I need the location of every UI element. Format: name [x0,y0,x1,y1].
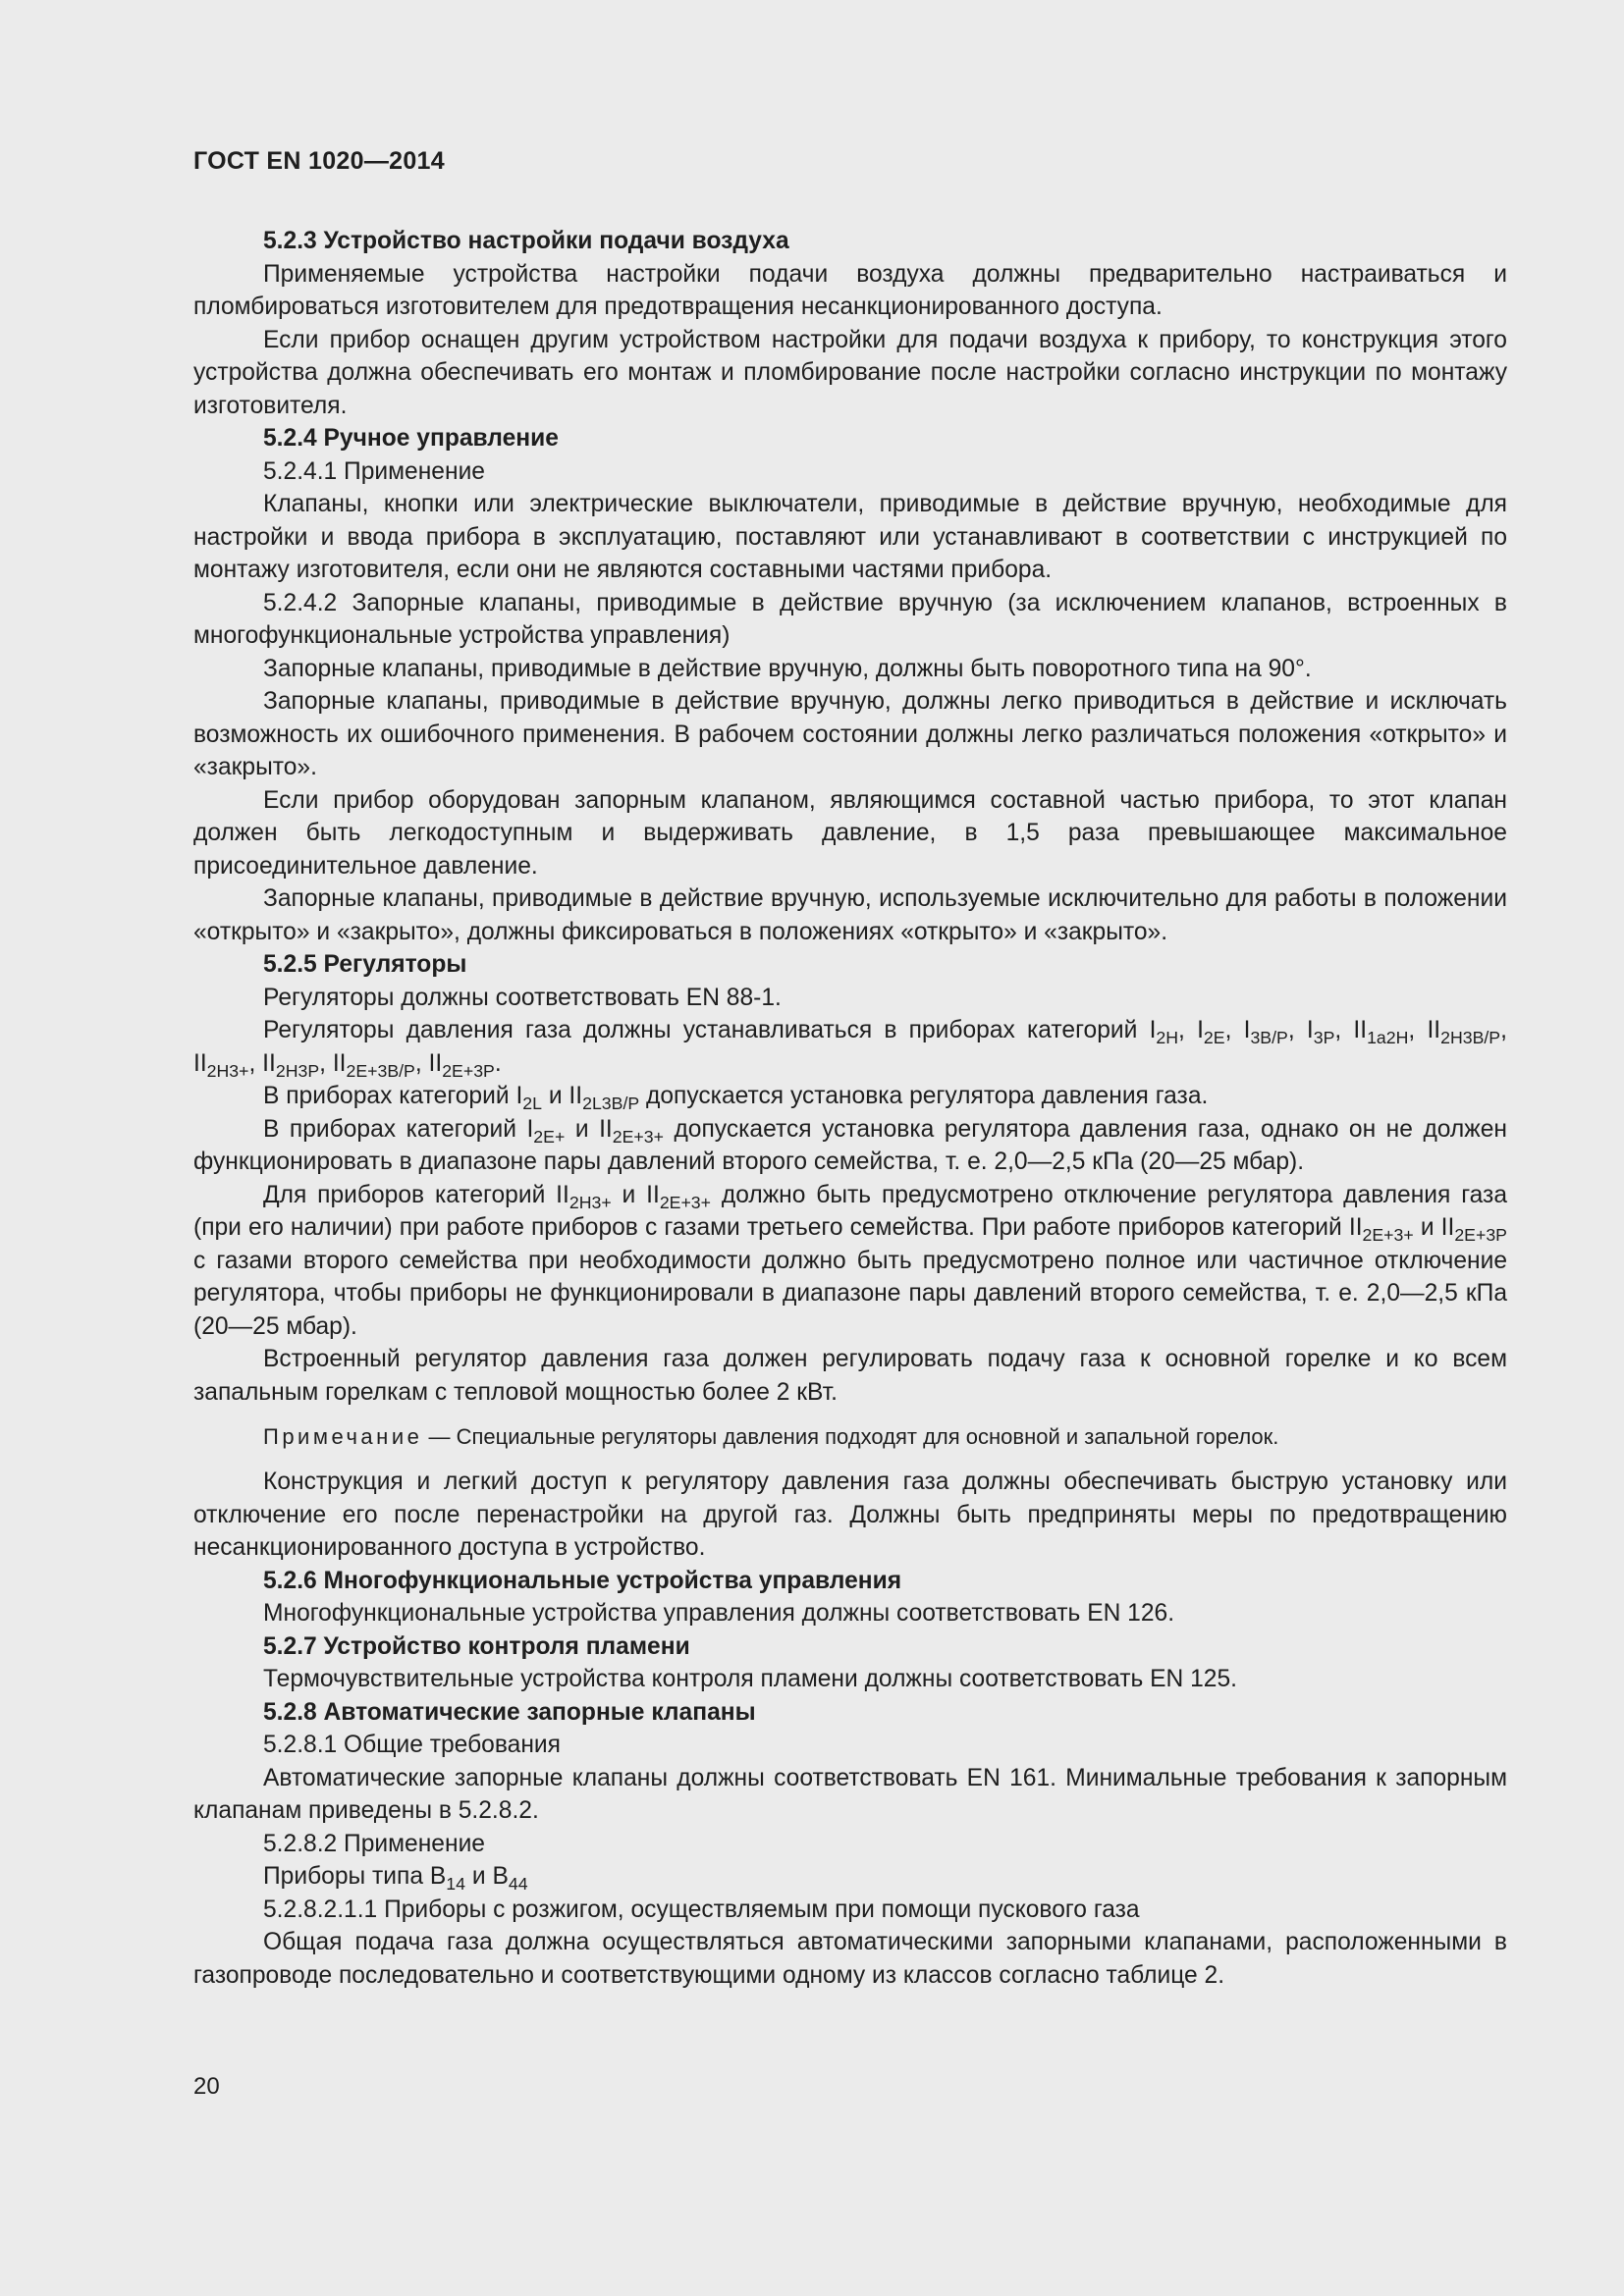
category-base: II [1427,1017,1441,1043]
paragraph: Запорные клапаны, приводимые в действие вручную, должны легко приводиться в действие и исключать возможность их ошибочного применения. В рабочем состоянии должны легко различаться положения «открыто» и «закрыто». [193,688,1507,780]
category-list: $I_{2H}$, $I_{2E}$, $I_{3B/P}$, $I_{3P}$, $II_{1a2H}$, $II_{2H3B/P}$, $II_{2H3+}$, $II_{2H3P}$, $II_{2E+3B/P}$, $II_{2E+3P}$. [193,1017,1507,1081]
category-subscript: 1a2H [1367,1028,1409,1048]
category-subscript: 2E+3+ [612,1126,664,1147]
paragraph: Если прибор оснащен другим устройством настройки для подачи воздуха к прибору, то конструкция этого устройства должна обеспечивать его монтаж и пломбирование после настройки согласно инструкции по монтажу изготовителя. [193,326,1507,419]
subsection-title: 5.2.8.2.1.1 Приборы с розжигом, осуществляемым при помощи пускового газа [263,1896,1140,1923]
category-base: II [568,1083,583,1109]
category-subscript: 3P [1313,1028,1335,1048]
section-heading-5-2-8: 5.2.8 Автоматические запорные клапаны [263,1698,756,1726]
paragraph-categories: Регуляторы давления газа должны устанавливаться в приборах категорий $I_{2H}$, $I_{2E}$, $I_{3B/P}$, $I_{3P}$, $II_{1a2H}$, $II_{2H3B/P}$, $II_{2H3+}$, $II_{2H3P}$, $II_{2E+3B/P}$, $II_{2E+3P}$. [193,1017,1507,1081]
category-base: II [428,1049,443,1077]
category-base: II [193,1049,207,1077]
category [646,1181,711,1212]
paragraph: Термочувствительные устройства контроля пламени должны соответствовать EN 125. [263,1666,1237,1692]
document-header: ГОСТ EN 1020—2014 [193,147,445,175]
category-base: I [526,1115,534,1143]
category [193,1049,249,1081]
note-label: Примечание [263,1424,423,1449]
note-text: — Специальные регуляторы давления подходят для основной и запальной горелок. [428,1424,1279,1449]
note [193,1422,1507,1452]
paragraph: Если прибор оборудован запорным клапаном, являющимся составной частью прибора, то этот клапан должен быть легкодоступным и выдерживать давление, в 1,5 раза превышающее максимальное присоединительное давление. [193,786,1507,880]
category [1243,1017,1288,1048]
paragraph: Для приборов категорий $II_{2H3+}$ и $II_{2E+3+}$ должно быть предусмотрено отключение регулятора давления газа (при его наличии) при работе приборов с газами третьего семейства. При работе приборов категорий $II_{2E+3+}$ и $II_{2E+3P}$ с газами второго семейства при необходимости должно быть предусмотрено полное или частичное отключение регулятора, чтобы приборы не функционировали в диапазоне пары давлений второго семейства, т. е. 2,0—2,5 кПа (20—25 мбар). [193,1181,1507,1340]
section-heading-5-2-6: 5.2.6 Многофункциональные устройства управления [263,1567,902,1594]
paragraph: Запорные клапаны, приводимые в действие вручную, должны быть поворотного типа на 90°. [263,655,1312,682]
category [599,1115,664,1147]
paragraph: Общая подача газа должна осуществляться автоматическими запорными клапанами, расположенными в газопроводе последовательно и соответствующими одному из классов согласно таблице 2. [193,1929,1507,1989]
category-subscript: 2H3B/P [1440,1028,1501,1048]
subsection-title: 5.2.8.1 Общие требования [263,1732,561,1758]
paragraph: В приборах категорий $I_{2L}$ и $II_{2L3B/P}$ допускается установка регулятора давления газа. [263,1083,1209,1114]
category-base: II [1353,1017,1368,1043]
category-subscript: 2E+3P [442,1060,495,1081]
paragraph: Конструкция и легкий доступ к регулятору давления газа должны обеспечивать быструю установку или отключение его после перенастройки на другой газ. Должны быть предприняты меры по предотвращению несанкционированного доступа в устройство. [193,1468,1507,1561]
section-heading-5-2-4: 5.2.4 Ручное управление [263,425,559,452]
paragraph: Применяемые устройства настройки подачи воздуха должны предварительно настраиваться и пломбироваться изготовителем для предотвращения несанкционированного доступа. [193,260,1507,320]
subsection-title: 5.2.8.2 Применение [263,1830,485,1857]
category-subscript: 44 [508,1874,528,1895]
category-base: I [1243,1017,1251,1043]
category [262,1049,320,1081]
document-body [193,225,1507,1992]
category-subscript: 2H3+ [568,1192,612,1212]
category-base: II [332,1049,347,1077]
page-number: 20 [193,2073,220,2100]
subsection-title: 5.2.4.1 Применение [263,457,485,485]
category [332,1049,415,1081]
appliance-type [492,1863,528,1895]
category-base: B [429,1863,447,1890]
category-subscript: 2L [522,1094,542,1114]
category-subscript: 2E+ [533,1126,566,1147]
category [1353,1017,1409,1048]
category-subscript: 2E+3P [1454,1225,1507,1246]
category-base: II [1440,1214,1455,1241]
category-base: II [262,1049,276,1077]
category-subscript: 2E+3+ [659,1192,711,1212]
paragraph: Автоматические запорные клапаны должны соответствовать EN 161. Минимальные требования к запорным клапанам приведены в 5.2.8.2. [193,1764,1507,1824]
category [1440,1214,1507,1246]
category [515,1083,542,1114]
category [1197,1017,1225,1048]
category-subscript: 2E+3B/P [346,1060,415,1081]
paragraph-types: Приборы типа $B_{14}$ и $B_{44}$ [263,1863,528,1895]
category [428,1049,495,1081]
paragraph: Многофункциональные устройства управления должны соответствовать EN 126. [263,1600,1175,1627]
category-subscript: 2H3P [275,1060,320,1081]
category-base: I [515,1083,523,1109]
category-subscript: 2H3+ [206,1060,249,1081]
paragraph: В приборах категорий $I_{2E+}$ и $II_{2E+3+}$ допускается установка регулятора давления газа, однако он не должен функционировать в диапазоне пары давлений второго семейства, т. е. 2,0—2,5 кПа (20—25 мбар). [193,1115,1507,1175]
category-base: II [646,1181,660,1208]
category [556,1181,612,1212]
category-base: B [492,1863,509,1890]
paragraph: Клапаны, кнопки или электрические выключатели, приводимые в действие вручную, необходимые для настройки и ввода прибора в эксплуатацию, поставляют или устанавливают в соответствии с инструкцией по монтажу изготовителя, если они не являются составными частями прибора. [193,491,1507,583]
category-subscript: 2L3B/P [582,1094,640,1114]
paragraph: Встроенный регулятор давления газа должен регулировать подачу газа к основной горелке и ко всем запальным горелкам с тепловой мощностью более 2 кВт. [193,1346,1507,1406]
category-subscript: 2E+3+ [1362,1225,1414,1246]
category [1427,1017,1501,1048]
category [526,1115,566,1147]
category [1149,1017,1179,1048]
paragraph: Запорные клапаны, приводимые в действие вручную, используемые исключительно для работы в положении «открыто» и «закрыто», должны фиксироваться в положениях «открыто» и «закрыто». [193,885,1507,945]
category [1348,1214,1414,1246]
category-subscript: 2E [1203,1028,1225,1048]
category-subscript: 3B/P [1250,1028,1288,1048]
category-subscript: 2H [1156,1028,1179,1048]
section-heading-5-2-7: 5.2.7 Устройство контроля пламени [263,1632,690,1660]
category-base: I [1149,1017,1157,1043]
subsection-title: 5.2.4.2 Запорные клапаны, приводимые в действие вручную (за исключением клапанов, встроенных в многофункциональные устройства управления) [193,589,1507,649]
category-base: I [1197,1017,1204,1043]
category-subscript: 14 [446,1874,465,1895]
category-base: II [1348,1214,1363,1241]
section-heading-5-2-5: 5.2.5 Регуляторы [263,951,467,978]
category [568,1083,640,1114]
paragraph: Регуляторы должны соответствовать EN 88-1. [263,984,782,1011]
category [1306,1017,1335,1048]
section-heading-5-2-3: 5.2.3 Устройство настройки подачи воздуха [263,228,789,254]
category-base: II [556,1181,569,1208]
category-base: I [1306,1017,1314,1043]
category-base: II [599,1115,613,1143]
appliance-type [429,1863,465,1895]
